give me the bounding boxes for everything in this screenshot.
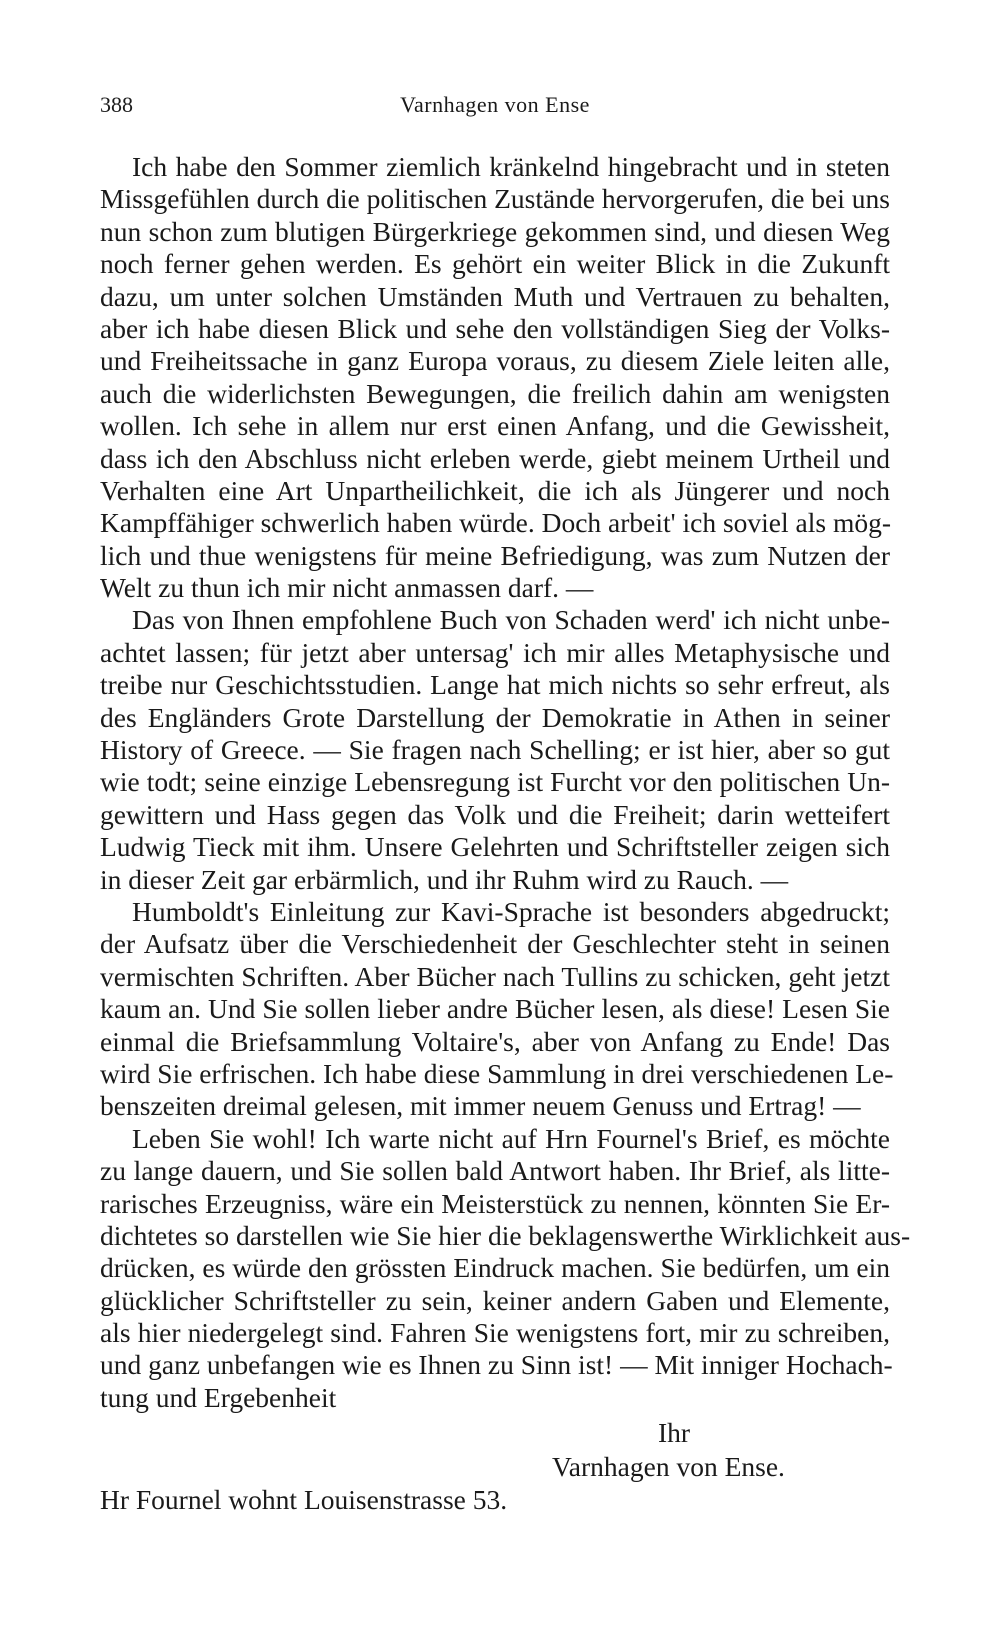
text-line: und Freiheitssache in ganz Europa voraus, zu diesem Ziele leiten alle, [100,345,890,377]
text-line: History of Greece. — Sie fragen nach Schelling; er ist hier, aber so gut [100,734,890,766]
text-line: achtet lassen; für jetzt aber untersag' ich mir alles Metaphysische und [100,636,890,668]
text-line: Welt zu thun ich mir nicht anmassen darf. — [100,572,594,604]
paragraph [100,151,890,604]
paragraph [100,604,890,896]
closing-salutation: Ihr [658,1417,691,1448]
text-line: nun schon zum blutigen Bürgerkriege gekommen sind, und diesen Weg [100,215,890,247]
text-line: vermischten Schriften. Aber Bücher nach Tullins zu schicken, geht jetzt [100,960,890,992]
text-line: glücklicher Schriftsteller zu sein, keiner andern Gaben und Elemente, [100,1284,890,1316]
text-line: der Aufsatz über die Verschiedenheit der Geschlechter steht in seinen [100,928,890,960]
letter-body [100,151,911,1414]
postscript: Hr Fournel wohnt Louisenstrasse 53. [100,1484,508,1515]
text-line: benszeiten dreimal gelesen, mit immer neuem Genuss und Ertrag! — [100,1090,861,1122]
text-line: rarisches Erzeugniss, wäre ein Meisterstück zu nennen, könnten Sie Er- [100,1187,890,1219]
text-line: einmal die Briefsammlung Voltaire's, aber von Anfang zu Ende! Das [100,1025,890,1057]
text-line: wie todt; seine einzige Lebensregung ist Furcht vor den politischen Un- [100,766,890,798]
text-line: Kampffähiger schwerlich haben würde. Doch arbeit' ich soviel als mög- [100,507,891,539]
page-header [100,92,890,122]
text-line: lich und thue wenigstens für meine Befriedigung, was zum Nutzen der [100,539,890,571]
text-line: zu lange dauern, und Sie sollen bald Antwort haben. Ihr Brief, als litte- [100,1155,890,1187]
text-line: Das von Ihnen empfohlene Buch von Schaden werd' ich nicht unbe- [132,604,890,636]
page-number: 388 [100,92,133,117]
text-line: aber ich habe diesen Blick und sehe den vollständigen Sieg der Volks- [100,312,890,344]
text-line: drücken, es würde den grössten Eindruck machen. Sie bedürfen, um ein [100,1252,890,1284]
text-line: Missgefühlen durch die politischen Zustände hervorgerufen, die bei uns [100,183,890,215]
text-line: tung und Ergebenheit [100,1381,337,1413]
running-head: Varnhagen von Ense [400,92,590,117]
text-line: Humboldt's Einleitung zur Kavi-Sprache ist besonders abgedruckt; [132,895,890,927]
text-line: kaum an. Und Sie sollen lieber andre Bücher lesen, als diese! Lesen Sie [100,993,890,1025]
text-line: Ludwig Tieck mit ihm. Unsere Gelehrten und Schriftsteller zeigen sich [100,831,890,863]
text-line: treibe nur Geschichtsstudien. Lange hat mich nichts so sehr erfreut, als [100,669,890,701]
text-line: dass ich den Abschluss nicht erleben werde, giebt meinem Urtheil und [100,442,890,474]
text-line: gewittern und Hass gegen das Volk und die Freiheit; darin wetteifert [100,798,890,830]
text-line: in dieser Zeit gar erbärmlich, und ihr Ruhm wird zu Rauch. — [100,863,789,895]
text-line: als hier niedergelegt sind. Fahren Sie wenigstens fort, mir zu schreiben, [100,1317,890,1349]
text-line: wird Sie erfrischen. Ich habe diese Sammlung in drei verschiedenen Le- [100,1057,894,1089]
text-line: wollen. Ich sehe in allem nur erst einen Anfang, und die Gewissheit, [100,410,890,442]
paragraph [100,1122,911,1415]
text-line: dazu, um unter solchen Umständen Muth und Vertrauen zu behalten, [100,280,890,312]
signature: Varnhagen von Ense. [552,1451,785,1482]
text-line: und ganz unbefangen wie es Ihnen zu Sinn ist! — Mit inniger Hochach- [100,1349,893,1381]
text-line: noch ferner gehen werden. Es gehört ein weiter Blick in die Zukunft [100,248,890,280]
text-line: Verhalten eine Art Unpartheilichkeit, die ich als Jüngerer und noch [100,474,890,506]
text-line: Leben Sie wohl! Ich warte nicht auf Hrn Fournel's Brief, es möchte [132,1122,890,1154]
text-line: dichtetes so darstellen wie Sie hier die beklagenswerthe Wirklichkeit aus- [100,1219,911,1251]
text-line: Ich habe den Sommer ziemlich kränkelnd hingebracht und in steten [132,151,890,182]
paragraph [100,895,894,1123]
text-line: auch die widerlichsten Bewegungen, die freilich dahin am wenigsten [100,377,890,409]
text-line: des Engländers Grote Darstellung der Demokratie in Athen in seiner [100,701,890,733]
